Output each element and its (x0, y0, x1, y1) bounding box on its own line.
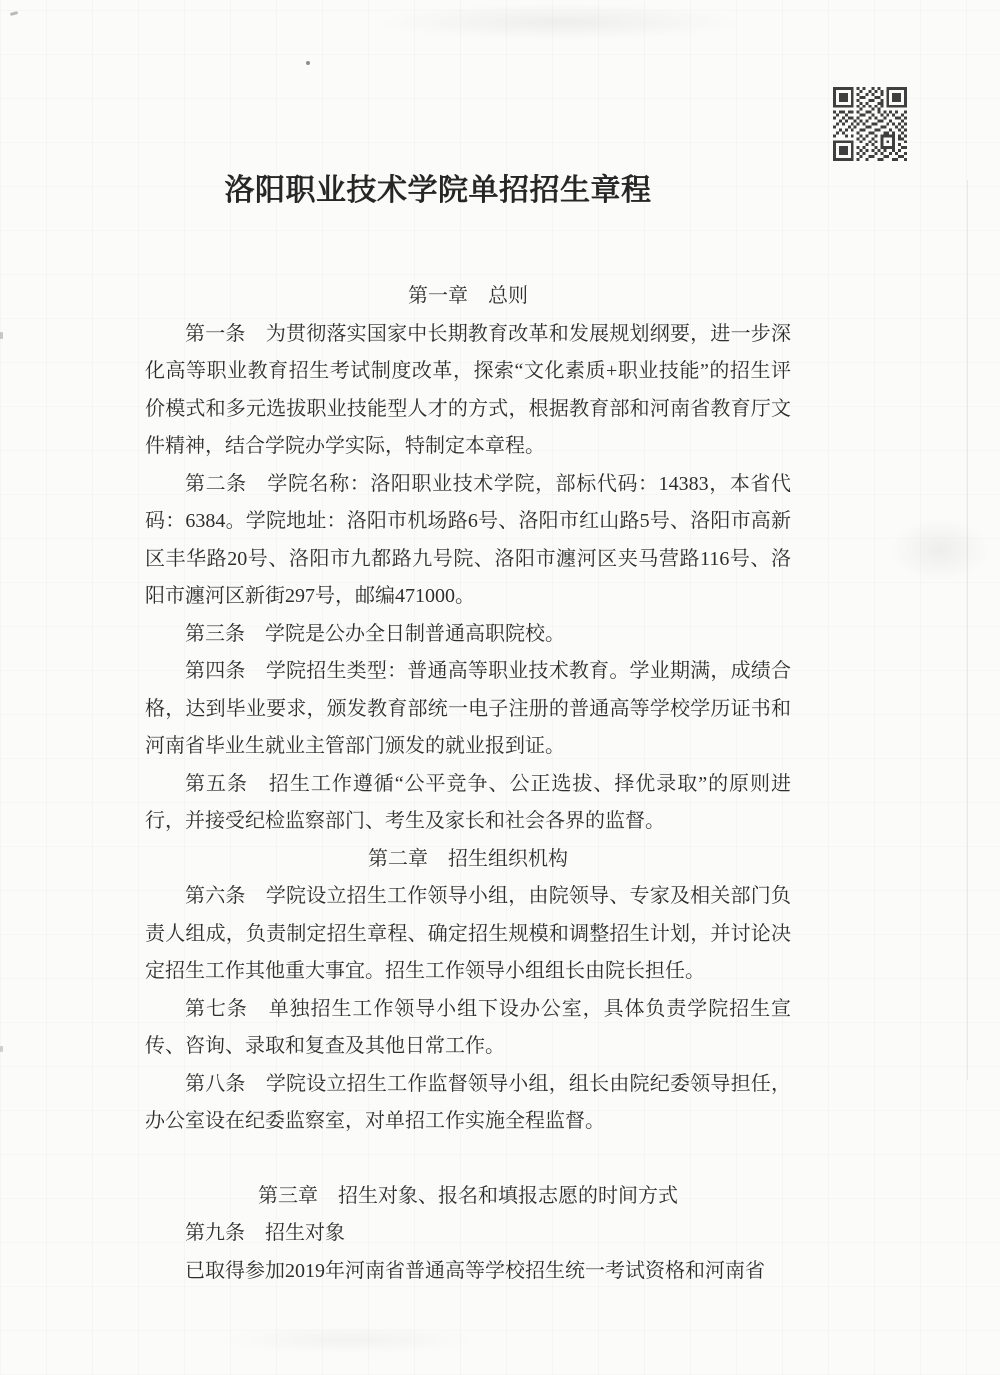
document-title: 洛阳职业技术学院单招招生章程 (224, 174, 652, 207)
article-7: 第七条 单独招生工作领导小组下设办公室，具体负责学院招生宣传、咨询、录取和复查及其他日常工作。 (145, 997, 791, 1057)
article-8: 第八条 学院设立招生工作监督领导小组，组长由院纪委领导担任，办公室设在纪委监察室，对单招工作实施全程监督。 (145, 1072, 791, 1132)
chapter-1-heading: 第一章 总则 (408, 285, 528, 307)
scan-speck (10, 11, 19, 16)
article-5: 第五条 招生工作遵循“公平竞争、公正选拔、择优录取”的原则进行，并接受纪检监察部门、考生及家长和社会各界的监督。 (145, 772, 791, 832)
scan-speck (0, 1046, 3, 1052)
article-4: 第四条 学院招生类型：普通高等职业技术教育。学业期满，成绩合格，达到毕业要求，颁发教育部统一电子注册的普通高等学校学历证书和河南省毕业生就业主管部门颁发的就业报到证。 (145, 660, 791, 757)
article-1: 第一条 为贯彻落实国家中长期教育改革和发展规划纲要，进一步深化高等职业教育招生考试制度改革，探索“文化素质+职业技能”的招生评价模式和多元选拔职业技能型人才的方式，根据教育部和河南省教育厅文件精神，结合学院办学实际，特制定本章程。 (145, 322, 791, 457)
article-9-heading: 第九条 招生对象 (185, 1222, 345, 1244)
scan-speck (0, 332, 3, 339)
article-6: 第六条 学院设立招生工作领导小组，由院领导、专家及相关部门负责人组成，负责制定招生章程、确定招生规模和调整招生计划，并讨论决定招生工作其他重大事宜。招生工作领导小组组长由院长担任。 (145, 885, 791, 982)
document-body (145, 0, 791, 1290)
scan-fold-line (967, 180, 968, 1080)
chapter-2-heading: 第二章 招生组织机构 (368, 847, 568, 870)
article-3: 第三条 学院是公办全日制普通高职院校。 (185, 622, 565, 645)
article-2: 第二条 学院名称：洛阳职业技术学院，部标代码：14383，本省代码：6384。学院地址：洛阳市机场路6号、洛阳市红山路5号、洛阳市高新区丰华路20号、洛阳市九都路九号院、洛阳市瀍河区夹马营路116号、洛阳市瀍河区新街297号，邮编471000。 (145, 472, 791, 607)
chapter-3-heading: 第三章 招生对象、报名和填报志愿的时间方式 (258, 1184, 678, 1207)
article-9-body: 已取得参加2019年河南省普通高等学校招生统一考试资格和河南省 (185, 1259, 765, 1282)
qr-code (833, 87, 907, 161)
